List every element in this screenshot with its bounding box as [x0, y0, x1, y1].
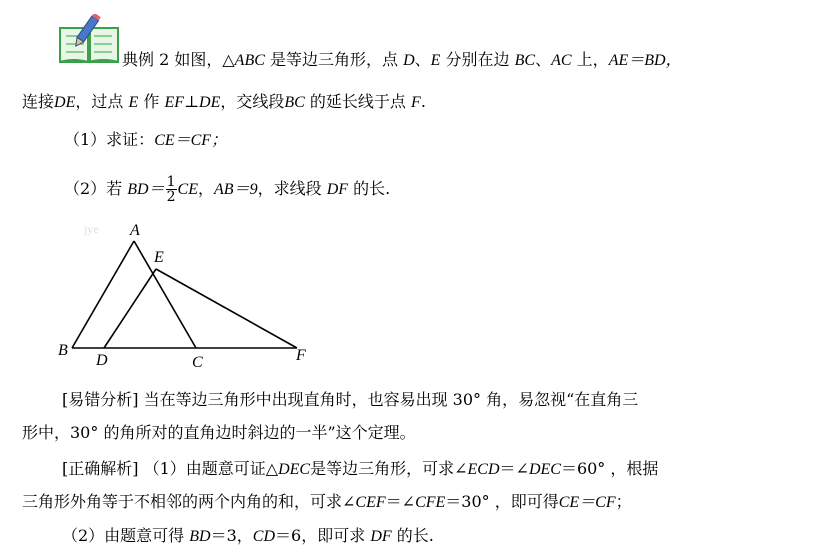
error-analysis-line-1 — [62, 390, 638, 410]
point-label-e: E — [154, 249, 164, 266]
segment-ab — [72, 241, 134, 348]
point-label-f: F — [296, 347, 306, 364]
math-ab-9: AB＝9 — [214, 181, 258, 198]
math-ae-bd: AE＝BD， — [608, 52, 682, 69]
text: 当在等边三角形中出现直角时，也容易出现 30° 角，易忽视“在直角三 — [143, 390, 639, 409]
math: ECD — [467, 461, 500, 478]
math-ef-perp-de: EF⊥DE — [164, 94, 221, 111]
math-bc: BC — [514, 52, 536, 69]
text: ＝6，即可求 — [275, 526, 366, 545]
correct-analysis-line-2 — [22, 492, 632, 513]
math-e: E — [430, 52, 441, 69]
text: 上， — [576, 50, 609, 69]
correct-analysis-line-3 — [62, 526, 434, 547]
math: CE＝CF — [558, 494, 616, 511]
point-label-d: D — [96, 352, 108, 369]
text: ＝30° ，即可得 — [445, 492, 559, 511]
math: △DEC — [265, 461, 311, 478]
segment-ac — [134, 241, 196, 348]
text: （2）由题意可得 — [62, 526, 185, 545]
math: DEC — [528, 461, 561, 478]
text: 作 — [143, 92, 160, 111]
math-ce: CE — [177, 181, 198, 198]
text: 分别在边 — [445, 50, 510, 69]
book-pencil-icon — [58, 14, 120, 66]
text: 形中，30° 的角所对的直角边时斜边的一半”这个定理。 — [22, 423, 416, 442]
text: ， — [198, 179, 215, 198]
problem-label: 典例 2 如图， — [122, 50, 223, 69]
math: BD — [189, 528, 211, 545]
text: ＝∠ — [499, 459, 529, 478]
text: ； — [615, 492, 632, 511]
correct-analysis-line-1 — [62, 459, 658, 480]
text: 的长. — [396, 526, 434, 545]
text: ，交线段 — [220, 92, 285, 111]
correct-analysis-title: [正确解析] — [62, 459, 139, 478]
error-analysis-title: [易错分析] — [62, 390, 139, 409]
point-label-c: C — [192, 354, 203, 371]
part-2 — [64, 175, 390, 204]
text: . — [420, 92, 426, 111]
math-d: D — [403, 52, 415, 69]
text: （1）由题意可证 — [143, 459, 266, 478]
text: ＝∠ — [385, 492, 416, 511]
text: （2）若 — [64, 179, 123, 198]
math-ac: AC — [551, 52, 572, 69]
math-df: DF — [326, 181, 349, 198]
error-analysis-line-2 — [22, 423, 416, 443]
math: CFE — [415, 494, 446, 511]
math-f: F — [411, 94, 421, 111]
point-label-b: B — [58, 342, 68, 359]
text: 连接 — [22, 92, 55, 111]
text: ，求线段 — [257, 179, 322, 198]
part-1 — [64, 130, 227, 151]
segment-ef — [156, 269, 297, 348]
math-bc: BC — [284, 94, 305, 111]
text: 、 — [414, 50, 431, 69]
text: 的延长线于点 — [309, 92, 406, 111]
text: 的长. — [353, 179, 391, 198]
fraction-one-half — [166, 175, 177, 204]
problem-line-1 — [122, 50, 682, 71]
text: ＝60° ，根据 — [560, 459, 659, 478]
text: （1）求证： — [64, 130, 155, 149]
math: DF — [370, 528, 392, 545]
text: ＝3， — [210, 526, 253, 545]
point-label-a: A — [130, 222, 140, 239]
math-ce-cf: CE＝CF； — [154, 132, 228, 149]
math-e: E — [128, 94, 139, 111]
text: 是等边三角形，点 — [269, 50, 398, 69]
text: 三角形外角等于不相邻的两个内角的和，可求∠ — [22, 492, 356, 511]
math-triangle-abc: △ABC — [222, 52, 265, 69]
math: CD — [252, 528, 276, 545]
fraction-den: 2 — [166, 189, 176, 205]
math-de: DE — [54, 94, 76, 111]
problem-line-2 — [22, 92, 426, 113]
text: ，过点 — [75, 92, 124, 111]
math: CEF — [355, 494, 386, 511]
math-bd-eq: BD＝ — [127, 181, 165, 198]
text: 、 — [535, 50, 552, 69]
fraction-num: 1 — [166, 174, 176, 190]
text: 是等边三角形，可求∠ — [310, 459, 468, 478]
geometry-figure — [52, 215, 322, 375]
watermark: jye — [84, 222, 99, 236]
